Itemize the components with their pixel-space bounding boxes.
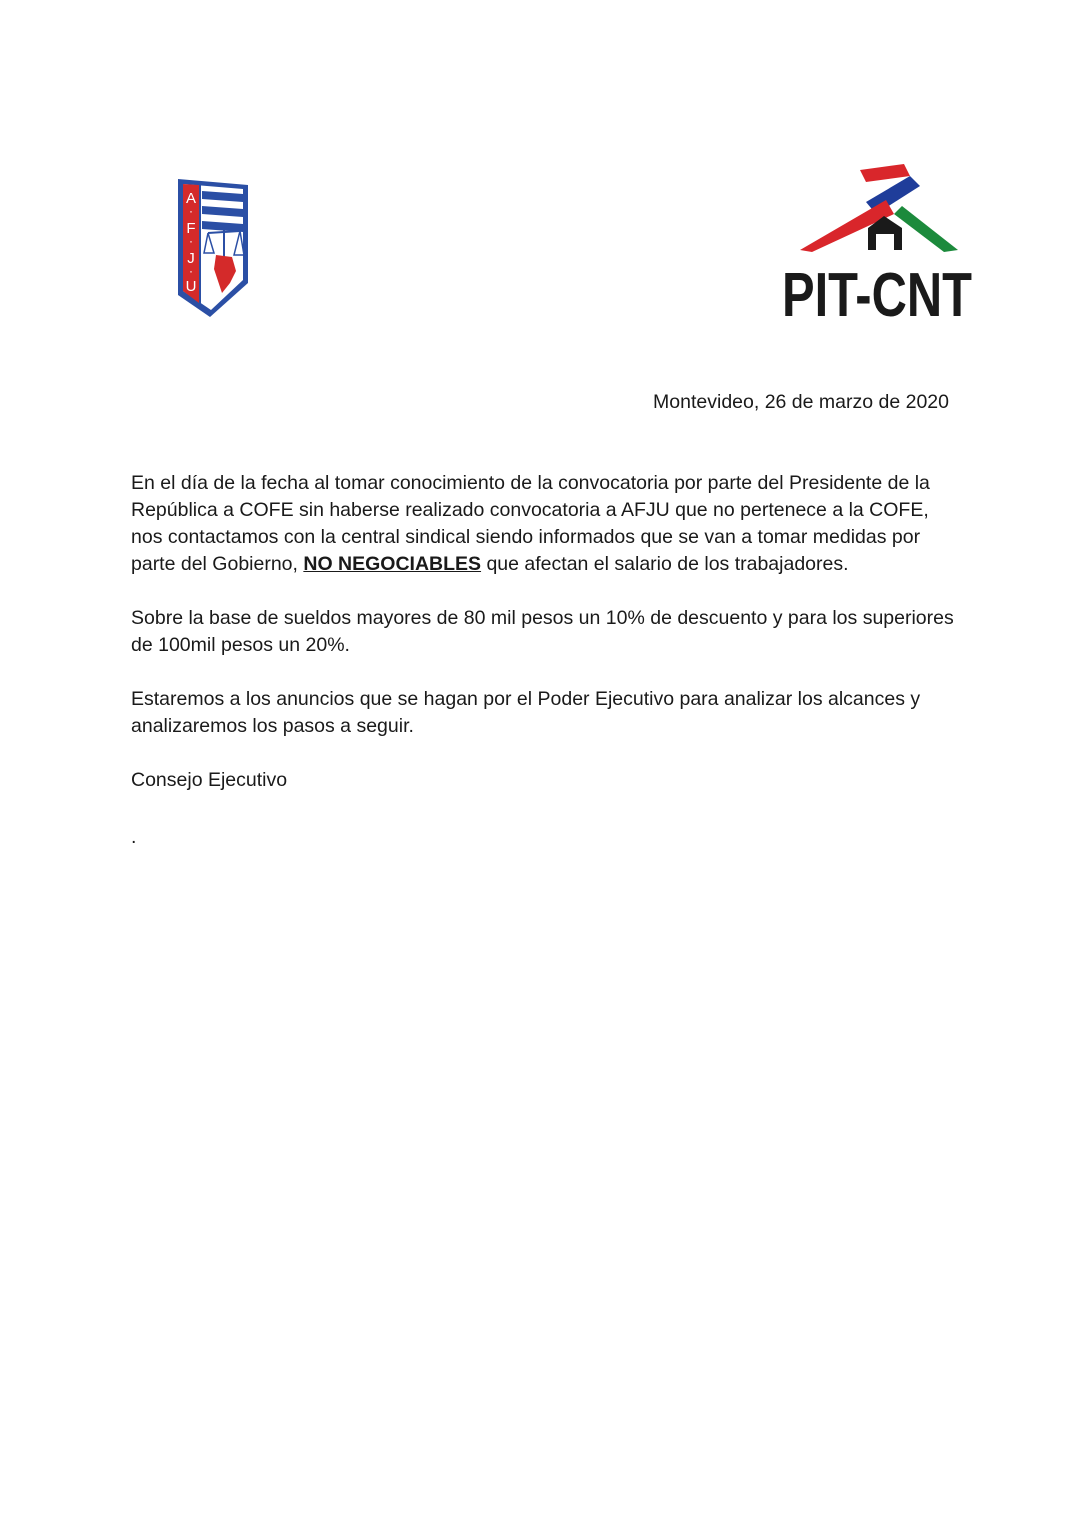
svg-text:J: J [187,250,195,267]
trailing-period: . [131,826,137,848]
paragraph-2: Sobre la base de sueldos mayores de 80 mil pesos un 10% de descuento y para los superiores de 100mil pesos un 20%. [131,607,954,656]
svg-text:U: U [185,278,197,295]
svg-text:PIT-CNT: PIT-CNT [782,261,973,330]
svg-text:·: · [189,204,193,218]
signature: Consejo Ejecutivo [131,769,288,791]
paragraph-3: Estaremos a los anuncios que se hagan por el Poder Ejecutivo para analizar los alcances y analizaremos los pasos a seguir. [131,688,921,737]
letter-date: Montevideo, 26 de marzo de 2020 [653,391,949,413]
afju-logo [172,175,252,320]
paragraph-1-text-end: que afectan el salario de los trabajadores. [481,553,849,575]
letter-body [131,470,961,821]
pit-cnt-wordmark [780,260,975,330]
svg-text:F: F [186,220,196,237]
pit-cnt-logo [780,162,975,330]
paragraph-1-text: En el día de la fecha al tomar conocimiento de la convocatoria por parte del Presidente de la República a COFE sin haberse realizado convocatoria a AFJU que no pertenece a la COFE, nos contactamos con la central sindical siendo informados que se van a tomar medidas por parte del Gobierno, [131,472,930,575]
paragraph-1 [131,470,961,578]
svg-text:·: · [189,234,193,248]
svg-text:A: A [185,190,197,207]
no-negociables-emphasis: NO NEGOCIABLES [303,553,482,575]
svg-text:·: · [189,264,193,278]
pit-cnt-emblem-icon [798,162,960,257]
